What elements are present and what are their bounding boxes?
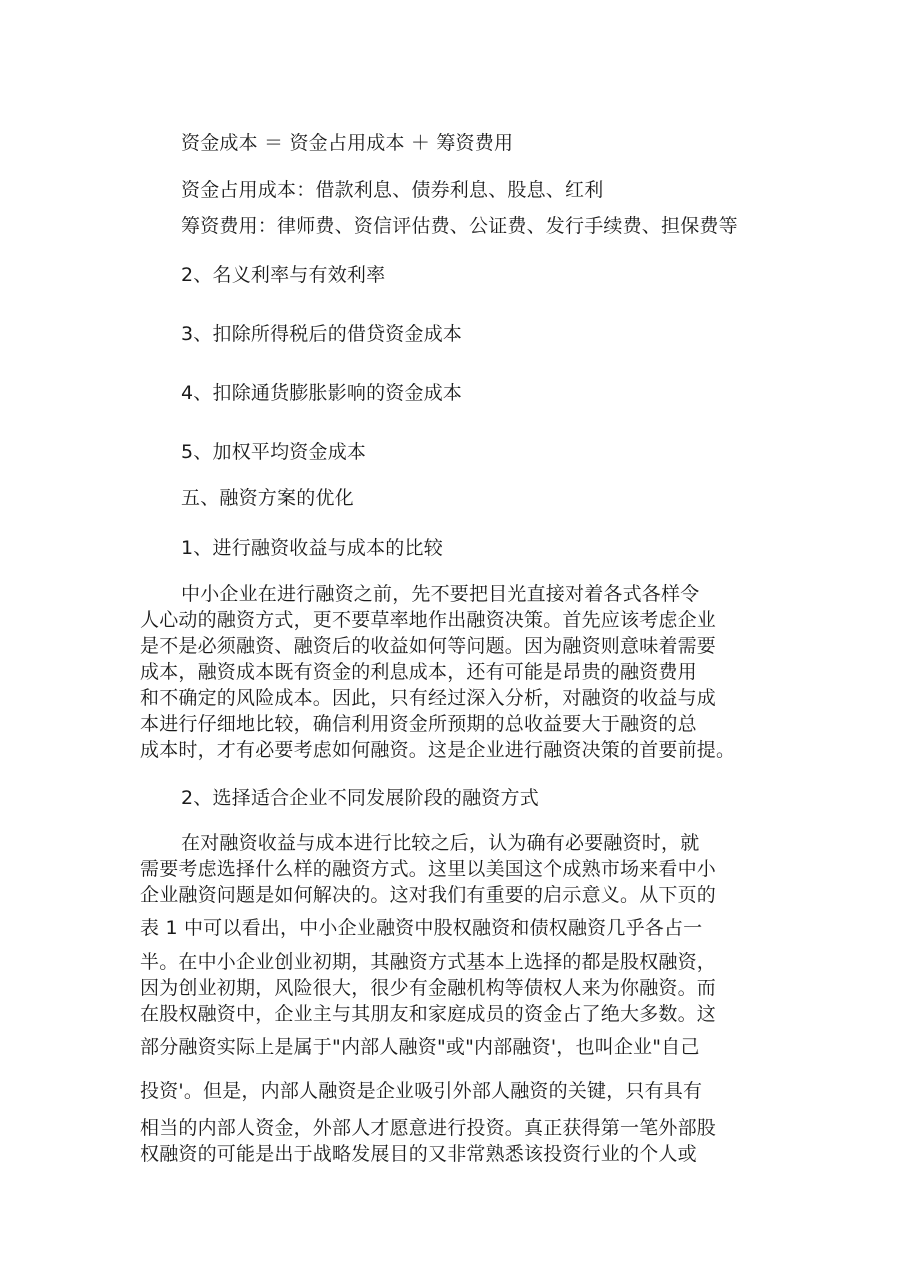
paragraph-2-line-5: 半。在中小企业创业初期，其融资方式基本上选择的都是股权融资， (140, 951, 717, 973)
capital-occupation-cost-items: 资金占用成本：借款利息、债券利息、股息、红利 (181, 179, 604, 201)
heading-inflation-adjusted-cost: 4、扣除通货膨胀影响的资金成本 (181, 382, 463, 404)
section-heading-optimization: 五、融资方案的优化 (181, 487, 354, 509)
heading-after-tax-cost: 3、扣除所得税后的借贷资金成本 (181, 323, 463, 345)
paragraph-2-line-2: 需要考虑选择什么样的融资方式。这里以美国这个成熟市场来看中小 (140, 858, 717, 880)
heading-weighted-average-cost: 5、加权平均资金成本 (181, 441, 367, 463)
paragraph-1-line-4: 成本，融资成本既有资金的利息成本，还有可能是昂贵的融资费用 (140, 661, 697, 683)
paragraph-1-line-1: 中小企业在进行融资之前，先不要把目光直接对着各式各样令 (181, 583, 700, 605)
paragraph-2-line-8: 部分融资实际上是属于"内部人融资"或"内部融资'，也叫企业"自己 (140, 1036, 700, 1058)
formula-capital-cost: 资金成本 ＝ 资金占用成本 ＋ 筹资费用 (181, 132, 514, 154)
heading-compare-return-cost: 1、进行融资收益与成本的比较 (181, 537, 443, 559)
paragraph-2-line-9: 投资'。但是，内部人融资是企业吸引外部人融资的关键，只有具有 (140, 1080, 703, 1102)
paragraph-2-line-6: 因为创业初期，风险很大，很少有金融机构等债权人来为你融资。而 (140, 977, 717, 999)
paragraph-1-line-5: 和不确定的风险成本。因此，只有经过深入分析，对融资的收益与成 (140, 687, 717, 709)
financing-fee-items: 筹资费用：律师费、资信评估费、公证费、发行手续费、担保费等 (181, 215, 738, 237)
heading-choose-financing-method: 2、选择适合企业不同发展阶段的融资方式 (181, 787, 539, 809)
paragraph-2-line-7: 在股权融资中，企业主与其朋友和家庭成员的资金占了绝大多数。这 (140, 1003, 717, 1025)
paragraph-2-line-11: 权融资的可能是出于战略发展目的又非常熟悉该投资行业的个人或 (140, 1143, 697, 1165)
paragraph-1-line-2: 人心动的融资方式，更不要草率地作出融资决策。首先应该考虑企业 (140, 609, 717, 631)
paragraph-1-line-6: 本进行仔细地比较，确信利用资金所预期的总收益要大于融资的总 (140, 713, 697, 735)
paragraph-2-line-1: 在对融资收益与成本进行比较之后，认为确有必要融资时，就 (181, 832, 700, 854)
paragraph-2-line-4: 表 1 中可以看出，中小企业融资中股权融资和债权融资几乎各占一 (140, 917, 703, 939)
paragraph-2-line-10: 相当的内部人资金，外部人才愿意进行投资。真正获得第一笔外部股 (140, 1117, 717, 1139)
paragraph-2-line-3: 企业融资问题是如何解决的。这对我们有重要的启示意义。从下页的 (140, 884, 717, 906)
paragraph-1-line-7: 成本时，才有必要考虑如何融资。这是企业进行融资决策的首要前提。 (140, 739, 736, 761)
heading-nominal-effective-rate: 2、名义利率与有效利率 (181, 264, 386, 286)
paragraph-1-line-3: 是不是必须融资、融资后的收益如何等问题。因为融资则意味着需要 (140, 635, 717, 657)
